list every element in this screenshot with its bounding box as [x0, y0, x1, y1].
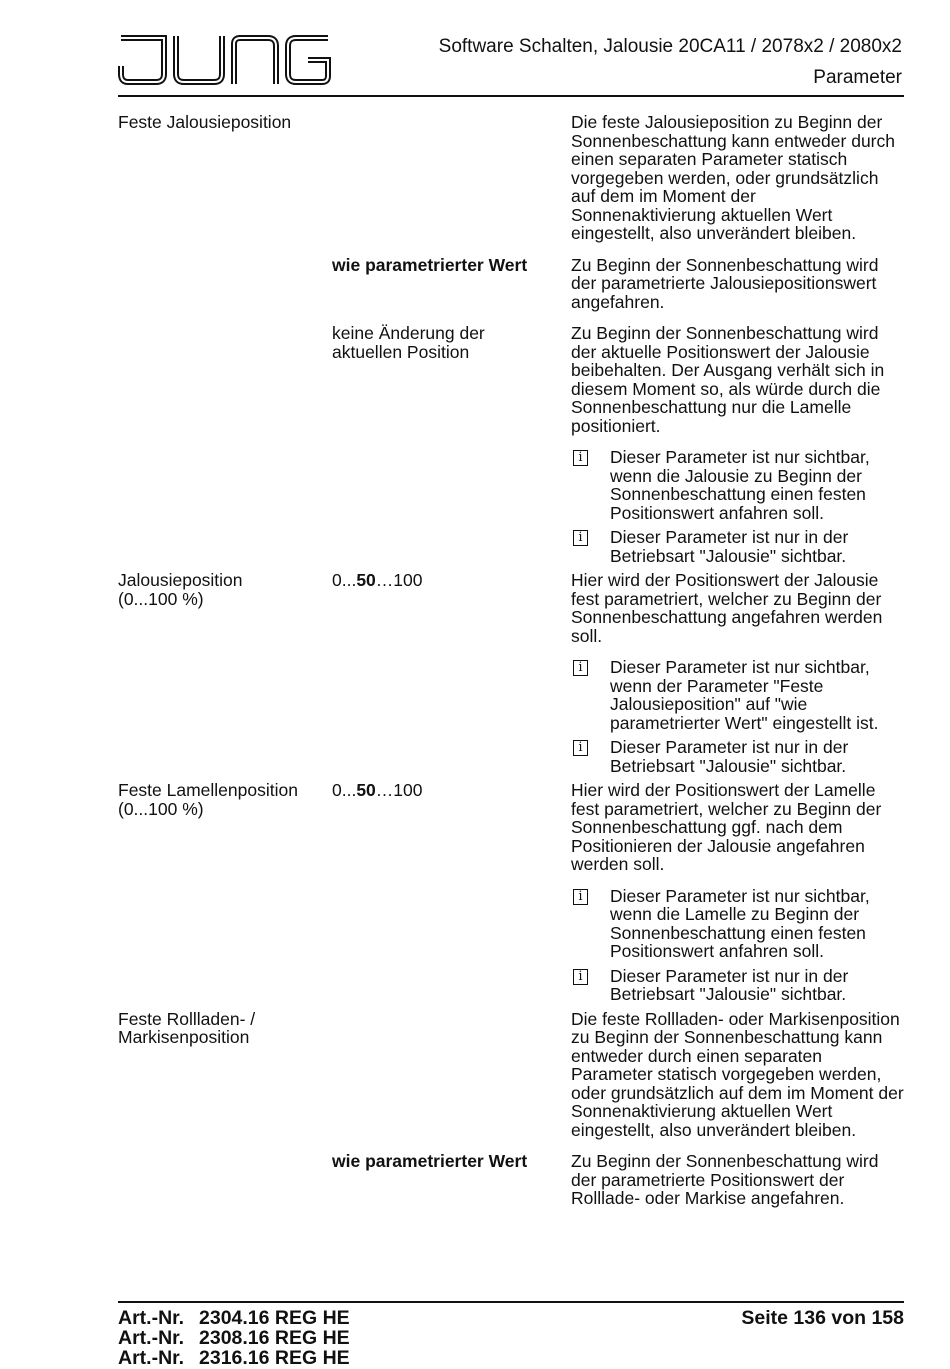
default-value: 50	[356, 570, 376, 590]
param-description: Hier wird der Positionswert der Lamelle fest parametriert, welcher zu Beginn der Sonnenbeschattung ggf. nach dem Positionieren der Jalousie angefahren werden soll.	[571, 780, 882, 874]
info-icon: i	[573, 740, 588, 756]
footer-rule	[118, 1301, 904, 1303]
param-name: Jalousieposition (0...100 %)	[118, 570, 243, 609]
param-description: Die feste Jalousieposition zu Beginn der Sonnenbeschattung kann entweder durch einen separaten Parameter statisch vorgegeben werden, oder grundsätzlich auf dem im Moment der Sonnenaktivierung aktuellen Wert eingestellt, also unverändert bleiben.	[571, 112, 895, 243]
option-description: Zu Beginn der Sonnenbeschattung wird der parametrierte Positionswert der Rolllade- oder Markise angefahren.	[571, 1151, 879, 1208]
info-note: Dieser Parameter ist nur in der Betriebsart "Jalousie" sichtbar.	[610, 737, 849, 776]
option-row	[118, 256, 904, 312]
option-row	[118, 324, 904, 435]
article-number-line: Art.-Nr. 2308.16 REG HE	[118, 1327, 350, 1349]
note-row	[118, 528, 904, 565]
option-description: Zu Beginn der Sonnenbeschattung wird der parametrierte Jalousiepositionswert angefahren.	[571, 254, 879, 312]
document-title: Software Schalten, Jalousie 20CA11 / 2078x2 / 2080x2	[438, 36, 902, 57]
param-row	[118, 571, 904, 645]
header-rule	[118, 95, 904, 97]
option-row	[118, 1152, 904, 1208]
info-note: Dieser Parameter ist nur in der Betriebsart "Jalousie" sichtbar.	[610, 527, 849, 566]
default-value: 50	[356, 780, 376, 800]
info-icon: i	[573, 660, 588, 676]
info-icon: i	[573, 969, 588, 985]
option-description: Zu Beginn der Sonnenbeschattung wird der aktuelle Positionswert der Jalousie beibehalten. Der Ausgang verhält sich in diesem Moment so, als würde durch die Sonnenbeschattung nur die Lamelle positioniert.	[571, 323, 885, 436]
param-range: 0...50…100	[332, 570, 423, 590]
info-icon: i	[573, 530, 588, 546]
note-row	[118, 887, 904, 961]
param-description: Die feste Rollladen- oder Markisenposition zu Beginn der Sonnenbeschattung kann entweder durch einen separaten Parameter statisch vorgegeben werden, oder grundsätzlich auf dem im Moment der Sonnenaktivierung aktuellen Wert eingestellt, also unverändert bleiben.	[571, 1008, 904, 1140]
info-note: Dieser Parameter ist nur sichtbar, wenn der Parameter "Feste Jalousieposition" auf "wie parametrierter Wert" eingestellt ist.	[610, 657, 879, 733]
param-range: 0...50…100	[332, 780, 423, 800]
note-row	[118, 738, 904, 775]
footer	[118, 1308, 904, 1368]
info-icon: i	[573, 450, 588, 466]
note-row	[118, 967, 904, 1004]
parameter-table	[118, 113, 904, 1208]
param-row	[118, 1010, 904, 1140]
option-value: wie parametrierter Wert	[332, 1151, 528, 1171]
option-value: wie parametrierter Wert	[332, 254, 528, 275]
article-number-line: Art.-Nr. 2316.16 REG HE	[118, 1347, 350, 1369]
param-name: Feste Lamellenposition (0...100 %)	[118, 780, 298, 819]
param-name: Feste Jalousieposition	[118, 112, 292, 132]
info-note: Dieser Parameter ist nur sichtbar, wenn die Jalousie zu Beginn der Sonnenbeschattung einen festen Positionswert anfahren soll.	[610, 447, 870, 523]
jung-logo	[118, 32, 334, 86]
param-name: Feste Rollladen- / Markisenposition	[118, 1008, 256, 1047]
section-title: Parameter	[813, 67, 902, 88]
page-number: Seite 136 von 158	[741, 1307, 904, 1329]
note-row	[118, 658, 904, 732]
info-note: Dieser Parameter ist nur sichtbar, wenn die Lamelle zu Beginn der Sonnenbeschattung einen festen Positionswert anfahren soll.	[610, 885, 870, 961]
option-value: keine Änderung der aktuellen Position	[332, 323, 485, 362]
param-description: Hier wird der Positionswert der Jalousie fest parametriert, welcher zu Beginn der Sonnenbeschattung angefahren werden soll.	[571, 570, 883, 646]
info-icon: i	[573, 889, 588, 905]
note-row	[118, 448, 904, 522]
article-number-line: Art.-Nr. 2304.16 REG HE	[118, 1307, 350, 1329]
param-row	[118, 781, 904, 874]
info-note: Dieser Parameter ist nur in der Betriebsart "Jalousie" sichtbar.	[610, 965, 849, 1004]
param-row	[118, 113, 904, 243]
